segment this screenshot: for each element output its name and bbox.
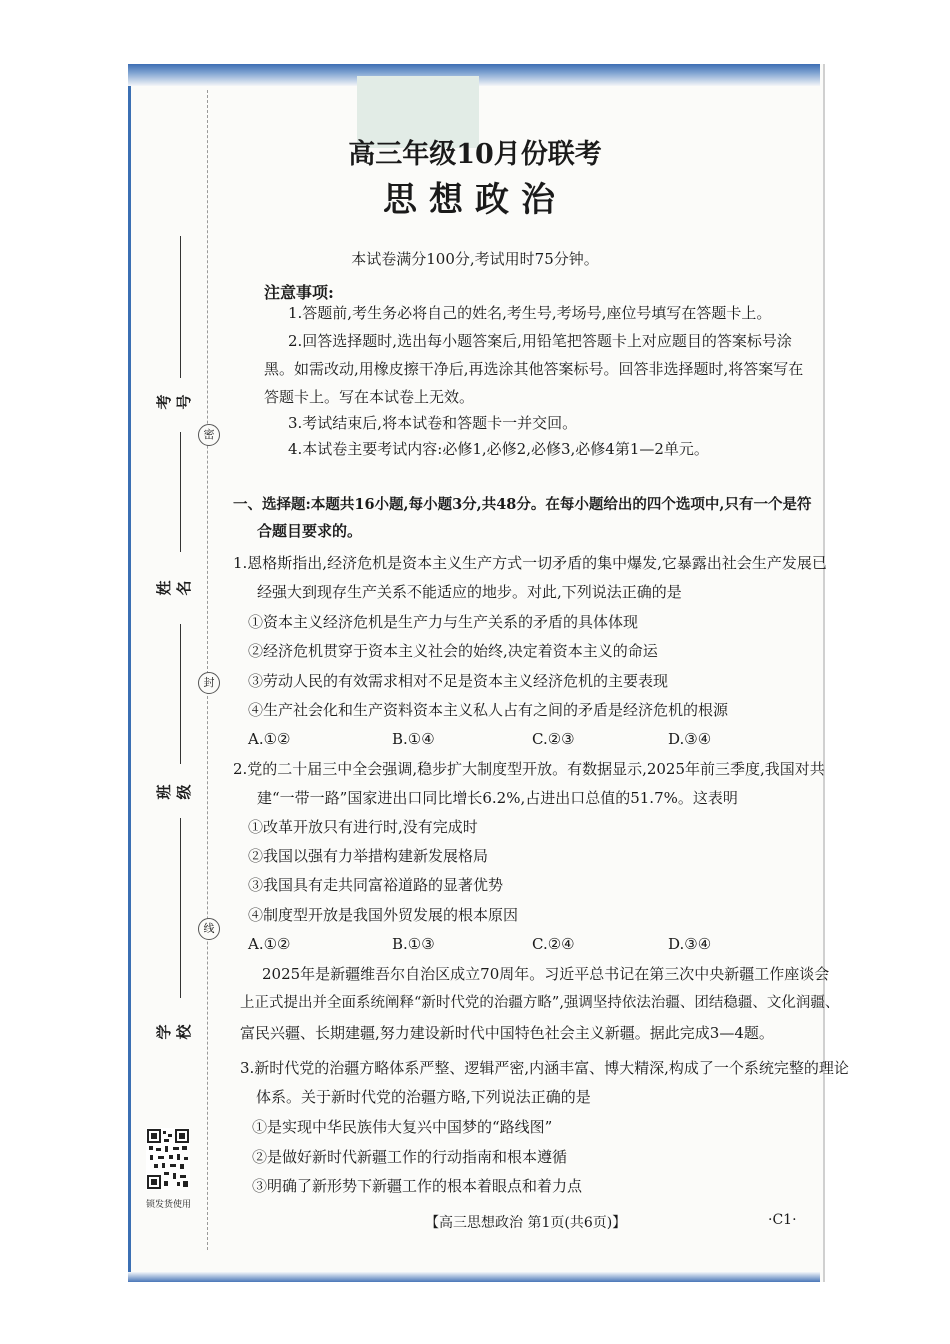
q2-option-a: A.①② (248, 935, 291, 953)
q1-item: ②经济危机贯穿于资本主义社会的始终,决定着资本主义的命运 (248, 642, 658, 660)
notice-line: 1.答题前,考生务必将自己的姓名,考生号,考场号,座位号填写在答题卡上。 (288, 304, 772, 322)
q2-item: ①改革开放只有进行时,没有完成时 (248, 818, 478, 836)
q1-item: ④生产社会化和生产资料资本主义私人占有之间的矛盾是经济危机的根源 (248, 701, 729, 719)
q3-item: ③明确了新形势下新疆工作的根本着眼点和着力点 (252, 1177, 583, 1195)
q1-option-d: D.③④ (668, 730, 712, 748)
q2-option-d: D.③④ (668, 935, 712, 953)
q1-stem-cont: 经强大到现存生产关系不能适应的地步。对此,下列说法正确的是 (257, 583, 682, 601)
notice-line: 4.本试卷主要考试内容:必修1,必修2,必修3,必修4第1—2单元。 (288, 440, 709, 458)
q2-item: ③我国具有走共同富裕道路的显著优势 (248, 876, 504, 894)
material-text: 2025年是新疆维吾尔自治区成立70周年。习近平总书记在第三次中央新疆工作座谈会 (262, 965, 830, 983)
q2-option-b: B.①③ (392, 935, 435, 953)
section-heading: 一、选择题:本题共16小题,每小题3分,共48分。在每小题给出的四个选项中,只有一个是符 (233, 496, 812, 513)
qr-code (146, 1128, 190, 1190)
q1-item: ①资本主义经济危机是生产力与生产关系的矛盾的具体体现 (248, 613, 639, 631)
q2-item: ④制度型开放是我国外贸发展的根本原因 (248, 906, 519, 924)
material-text: 富民兴疆、长期建疆,努力建设新时代中国特色社会主义新疆。据此完成3—4题。 (240, 1024, 774, 1042)
name-line (180, 432, 181, 552)
q3-stem: 3.新时代党的治疆方略体系严整、逻辑严密,内涵丰富、博大精深,构成了一个系统完整的理论 (240, 1059, 849, 1077)
material-text: 上正式提出并全面系统阐释“新时代党的治疆方略”,强调坚持依法治疆、团结稳疆、文化润疆、 (240, 995, 840, 1011)
q3-stem-cont: 体系。关于新时代党的治疆方略,下列说法正确的是 (256, 1088, 591, 1106)
seal-xian: 线 (198, 918, 220, 940)
qr-caption: 锁发货使用 (146, 1200, 192, 1210)
q1-option-c: C.②③ (532, 730, 575, 748)
page-footer: 【高三思想政治 第1页(共6页)】 (425, 1215, 627, 1231)
school-label: 学校 (155, 1024, 193, 1040)
q1-stem: 1.恩格斯指出,经济危机是资本主义生产方式一切矛盾的集中爆发,它暴露出社会生产发展已 (233, 554, 827, 572)
notice-line: 2.回答选择题时,选出每小题答案后,用铅笔把答题卡上对应题目的答案标号涂 (288, 332, 792, 350)
q2-item: ②我国以强有力举措构建新发展格局 (248, 847, 489, 865)
page-bottom-edge (128, 1272, 820, 1282)
class-line (180, 624, 181, 764)
notice-heading: 注意事项: (264, 283, 334, 302)
q2-option-c: C.②④ (532, 935, 575, 953)
notice-line: 3.考试结束后,将本试卷和答题卡一并交回。 (288, 414, 578, 432)
seal-feng: 封 (198, 672, 220, 694)
exam-number-label: 考号 (155, 394, 193, 410)
q2-stem-cont: 建“一带一路”国家进出口同比增长6.2%,占进出口总值的51.7%。这表明 (257, 789, 738, 807)
section-heading-cont: 合题目要求的。 (257, 522, 363, 540)
exam-title: 高三年级10月份联考 (348, 139, 602, 170)
subject-title: 思想政治 (383, 180, 567, 220)
notice-line: 黑。如需改动,用橡皮擦干净后,再选涂其他答案标号。回答非选择题时,将答案写在 (264, 360, 804, 378)
name-label: 姓名 (155, 580, 193, 596)
q1-option-a: A.①② (248, 730, 291, 748)
class-label: 班级 (155, 784, 193, 800)
page-code: ·C1· (768, 1212, 797, 1228)
seal-mi: 密 (198, 424, 220, 446)
exam-intro: 本试卷满分100分,考试用时75分钟。 (351, 250, 599, 268)
school-line (180, 818, 181, 998)
q3-item: ①是实现中华民族伟大复兴中国梦的“路线图” (252, 1118, 553, 1136)
notice-line: 答题卡上。写在本试卷上无效。 (264, 388, 475, 406)
q1-option-b: B.①④ (392, 730, 435, 748)
q2-stem: 2.党的二十届三中全会强调,稳步扩大制度型开放。有数据显示,2025年前三季度,我国对共 (233, 760, 825, 778)
q3-item: ②是做好新时代新疆工作的行动指南和根本遵循 (252, 1148, 568, 1166)
q1-item: ③劳动人民的有效需求相对不足是资本主义经济危机的主要表现 (248, 672, 669, 690)
